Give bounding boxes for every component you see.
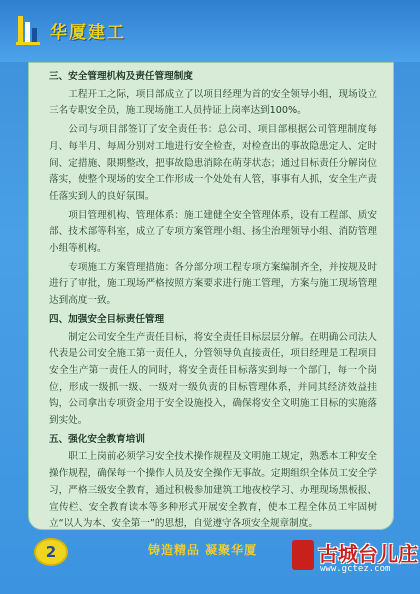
paragraph: 专项施工方案管理措施：各分部分项工程专项方案编制齐全，并按规及时进行了审批，施工现场严格按照方案要求进行施工管理，方案与施工现场管理达到高度一致。 [49, 261, 377, 307]
slogan: 铸造精品 凝聚华厦 [148, 543, 258, 557]
content-card [28, 62, 394, 530]
section-heading: 五、强化安全教育培训 [49, 433, 145, 445]
watermark-url: www.gctez.com [320, 564, 391, 574]
brand-name: 华厦建工 [50, 23, 126, 43]
watermark-seal-icon [292, 540, 314, 570]
header-band [0, 0, 420, 62]
paragraph: 工程开工之际，项目部成立了以项目经理为首的安全领导小组，现场设立三名专职安全员，施工现场施工人员持证上岗率达到100%。 [49, 88, 377, 117]
page-number: 2 [34, 538, 68, 566]
paragraph: 项目管理机构、管理体系：施工建健全安全管理体系，设有工程部、质安部、技术部等科室，成立了专项方案管理小组、扬尘治理领导小组、消防管理小组等机构。 [49, 209, 377, 255]
watermark [292, 538, 418, 586]
paragraph: 公司与项目部签订了安全责任书：总公司、项目部根据公司管理制度每月、每半月、每周分别对工地进行安全检查，对检查出的事故隐患定人、定时间、定措施、限期整改，把事故隐患消除在萌芽状态；通过目标责任分解岗位落实，使整个现场的安全工作形成一个处处有人管，事事有人抓，安全生产责任落实到人的良好氛围。 [49, 124, 377, 202]
paragraph: 制定公司安全生产责任目标，将安全责任目标层层分解。在明确公司法人代表是公司安全施工第一责任人，分管领导负直接责任，项目经理是工程项目安全生产第一责任人的同时，将安全责任目标落实到每一个部门，每一个岗位，形成一级抓一级、一级对一级负责的目标管理体系，并同其经济效益挂钩，公司拿出专项资金用于安全设施投入，确保将安全文明施工目标的实施落到实处。 [49, 331, 377, 427]
footer [0, 530, 420, 594]
section-heading: 四、加强安全目标责任管理 [49, 313, 165, 325]
paragraph: 职工上岗前必须学习安全技术操作规程及文明施工规定，熟悉本工种安全操作规程，确保每一个操作人员及安全操作无事故。定期组织全体员工安全学习，严格三级安全教育，通过积极参加建筑工地夜校学习、办理现场黑板报、宣传栏、安全教育读本等多种形式开展安全教育，使本工程全体员工牢固树立“以人为本、安全第一”的思想，自觉遵守各项安全规章制度。 [49, 451, 377, 530]
company-logo-icon [16, 12, 40, 46]
section-heading: 三、安全管理机构及责任管理制度 [49, 71, 193, 82]
watermark-title: 古城台儿庄 [318, 542, 418, 566]
